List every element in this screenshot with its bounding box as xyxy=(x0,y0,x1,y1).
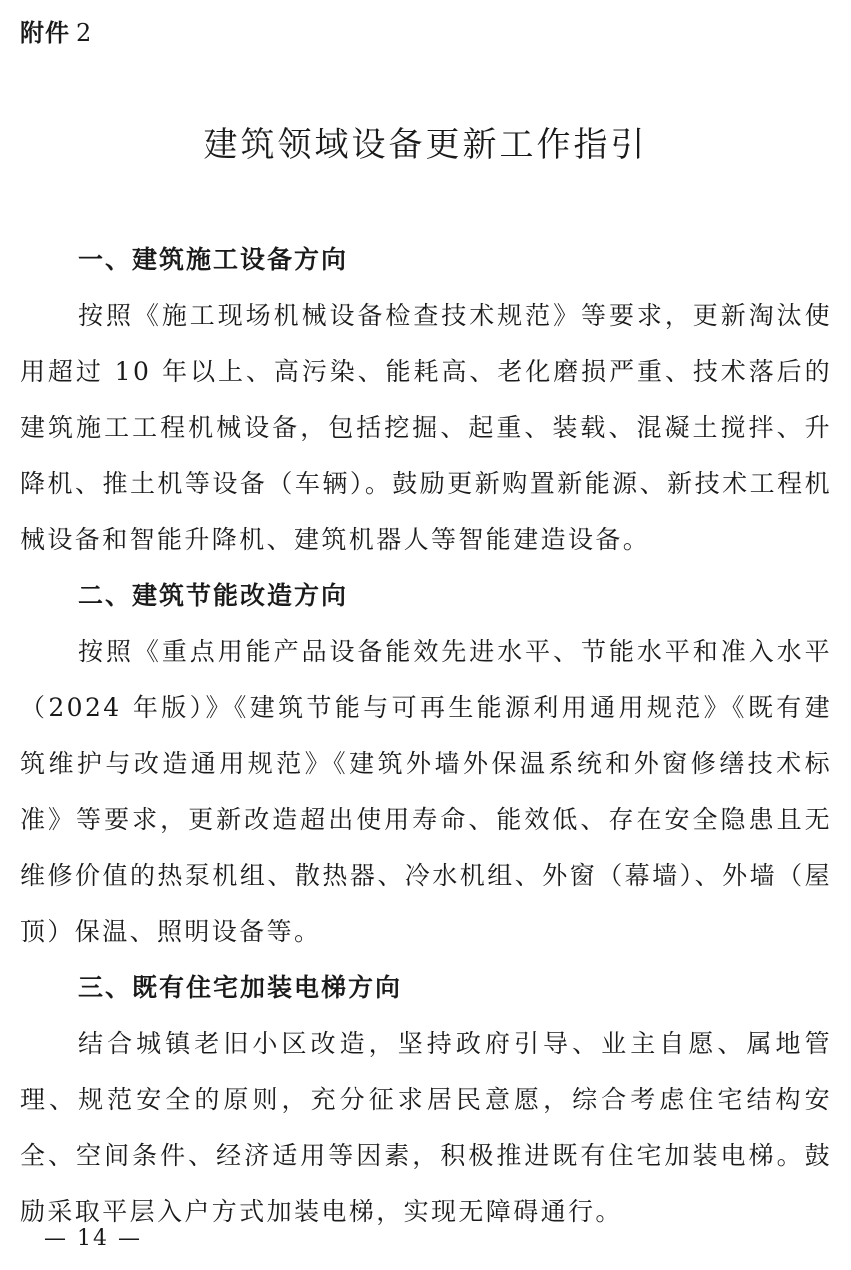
document-title: 建筑领域设备更新工作指引 xyxy=(203,125,648,165)
section-heading: 二、建筑节能改造方向 xyxy=(78,581,349,610)
attachment-text: 附件 xyxy=(20,19,70,47)
section-paragraph: 按照《重点用能产品设备能效先进水平、节能水平和准入水平（2024 年版）》《建筑节能与可再生能源利用通用规范》《既有建筑维护与改造通用规范》《建筑外墙外保温系统和外窗修缮技术标准》等要求，更新改造超出使用寿命、能效低、存在安全隐患且无维修价值的热泵机组、散热器、冷水机组、外窗（幕墙）、外墙（屋顶）保温、照明设备等。 xyxy=(20,637,832,946)
section-elevator-installation xyxy=(20,960,832,1240)
section-heading: 三、既有住宅加装电梯方向 xyxy=(78,973,403,1002)
section-heading: 一、建筑施工设备方向 xyxy=(78,245,349,274)
document-body xyxy=(20,232,832,1240)
section-paragraph: 结合城镇老旧小区改造，坚持政府引导、业主自愿、属地管理、规范安全的原则，充分征求居民意愿，综合考虑住宅结构安全、空间条件、经济适用等因素，积极推进既有住宅加装电梯。鼓励采取平层入户方式加装电梯，实现无障碍通行。 xyxy=(20,1029,832,1226)
page-number: — 14 — xyxy=(44,1226,142,1251)
section-paragraph: 按照《施工现场机械设备检查技术规范》等要求，更新淘汰使用超过 10 年以上、高污染、能耗高、老化磨损严重、技术落后的建筑施工工程机械设备，包括挖掘、起重、装载、混凝土搅拌、升降机、推土机等设备（车辆）。鼓励更新购置新能源、新技术工程机械设备和智能升降机、建筑机器人等智能建造设备。 xyxy=(20,301,832,554)
section-construction-equipment xyxy=(20,232,832,568)
section-energy-retrofit xyxy=(20,568,832,960)
attachment-label xyxy=(20,16,92,50)
attachment-number: 2 xyxy=(76,19,93,47)
